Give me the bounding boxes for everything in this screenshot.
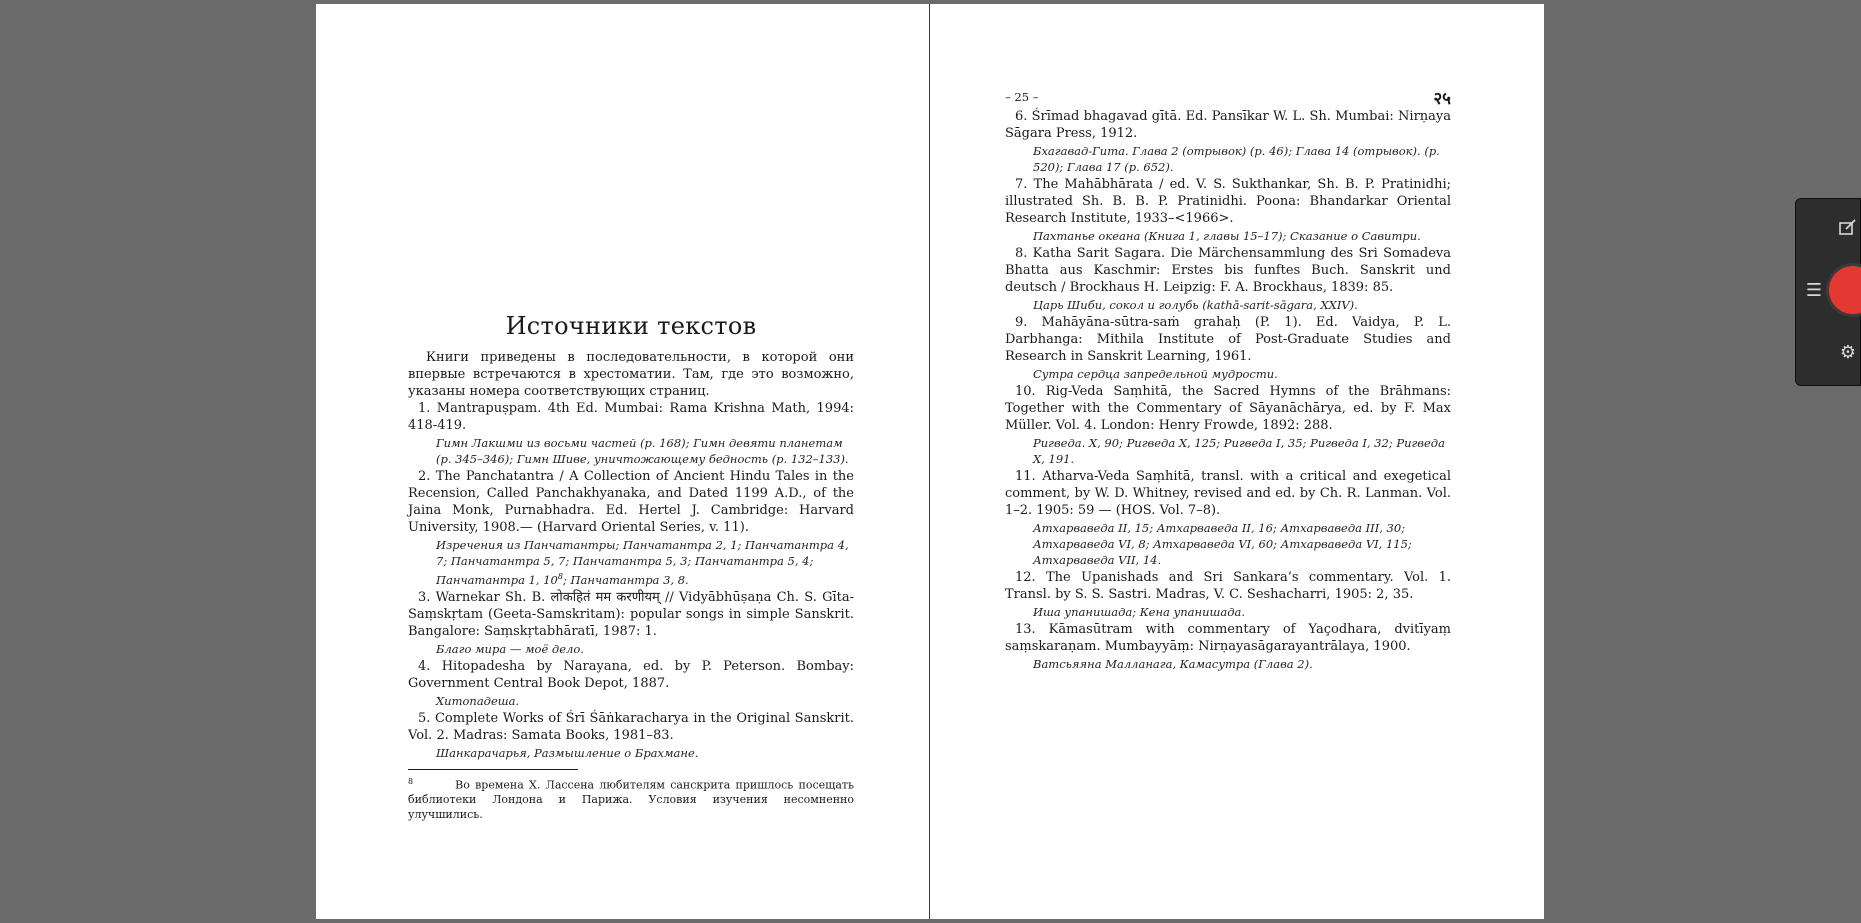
source-entry-5: 5. Complete Works of Śrī Śāṅkaracharya in the Original Sanskrit. Vol. 2. Madras: Samata Books, 1981–83. (408, 710, 854, 743)
source-entry-11: 11. Atharva-Veda Saṃhitā, transl. with a critical and exegetical comment, by W. D. Whitney, revised and ed. by Ch. R. Lanman. Vol. 1–2. 1905: 59 — (HOS. Vol. 7–8). (1005, 469, 1451, 518)
source-note-12: Иша упанишада; Кена упанишада. (1033, 605, 1246, 619)
source-note-9: Сутра сердца запредельной мудрости. (1033, 367, 1278, 381)
intro-paragraph: Книги приведены в последовательности, в которой они впервые встречаются в хрестоматии. Там, где это возможно, указаны номера соответствующих страниц. (408, 350, 854, 399)
source-note-13: Ватсьяяна Малланага, Камасутра (Глава 2). (1033, 657, 1313, 671)
page-number-devanagari: २५ (1433, 89, 1451, 109)
list-icon[interactable]: ☰ (1805, 280, 1823, 301)
left-page-content (408, 312, 854, 822)
floating-toolbar (1795, 198, 1861, 386)
source-note-2-text: Изречения из Панчатантры; Панчатантра 2, 1; Панчатантра 4, 7; Панчатантра 5, 7; Панчатантра 5, 3; Панчатантра 5, 4; Панчатантра 1, 10 (436, 538, 849, 587)
source-entry-1: 1. Mantrapuṣpam. 4th Ed. Mumbai: Rama Krishna Math, 1994: 418-419. (408, 401, 854, 433)
source-note-1: Гимн Лакшми из восьми частей (p. 168); Гимн девяти планетам (p. 345–346); Гимн Шиве, уничтожающему бедность (p. 132–133). (436, 436, 849, 466)
source-entry-2: 2. The Panchatantra / A Collection of Ancient Hindu Tales in the Recension, Called Panchakhyanaka, and Dated 1199 A.D., of the Jaina Monk, Purnabhadra. Ed. Hertel J. Cambridge: Harvard University, 1908.— (Harvard Oriental Series, v. 11). (408, 469, 854, 535)
footnote (408, 774, 854, 823)
left-page (316, 4, 929, 919)
footnote-ref[interactable]: 8 (557, 572, 563, 581)
running-head (1005, 86, 1451, 108)
source-entry-3: 3. Warnekar Sh. B. लोकहितं मम करणीयम् // Vidyābhūṣaṇa Ch. S. Gīta-Saṃskṛtam (Geeta-Samskritam): popular songs in simple Sanskrit. Bangalore: Saṃskṛtabhāratī, 1987: 1. (408, 589, 854, 639)
edit-icon[interactable] (1834, 217, 1861, 245)
footnote-divider (408, 769, 578, 770)
source-entry-6: 6. Śrīmad bhagavad gītā. Ed. Pansīkar W. L. Sh. Mumbai: Nirṇaya Sāgara Press, 1912. (1005, 109, 1451, 141)
source-entry-9: 9. Mahāyāna-sūtra-saṁ grahaḥ (P. 1). Ed. Vaidya, P. L. Darbhanga: Mithila Institute of Post-Graduate Studies and Research in Sanskrit Learning, 1961. (1005, 315, 1451, 364)
edit-icon-svg (1838, 217, 1858, 237)
source-note-7: Пахтанье океана (Книга 1, главы 15–17); Сказание о Савитри. (1033, 229, 1421, 243)
source-note-4: Хитопадеша. (436, 693, 520, 708)
footnote-text: Во времена Х. Лассена любителям санскрита пришлось посещать библиотеки Лондона и Парижа. Условия изучения несомненно улучшились. (408, 778, 854, 822)
record-icon[interactable] (1826, 263, 1861, 317)
source-note-11: Атхарваведа II, 15; Атхарваведа II, 16; Атхарваведа III, 30; Атхарваведа VI, 8; Атхарваведа VI, 60; Атхарваведа VI, 115; Атхарваведа VII, 14. (1033, 521, 1412, 567)
source-entry-13: 13. Kāmasūtram with commentary of Yaçodhara, dvitīyaṃ saṃskaraṇam. Mumbayyāṃ: Nirṇayasāgarayantrālaya, 1900. (1005, 622, 1451, 654)
source-note-5: Шанкарачарья, Размышление о Брахмане. (436, 745, 699, 760)
source-entry-10: 10. Rig-Veda Saṃhitā, the Sacred Hymns of the Brāhmans: Together with the Commentary of Sāyanāchārya, ed. by F. Max Müller. Vol. 4. London: Henry Frowde, 1892: 288. (1005, 384, 1451, 433)
source-note-2 (408, 537, 854, 588)
source-entry-7: 7. The Mahābhārata / ed. V. S. Sukthankar, Sh. B. P. Pratinidhi; illustrated Sh. B. B. P. Pratinidhi. Poona: Bhandarkar Oriental Research Institute, 1933–<1966>. (1005, 177, 1451, 226)
source-note-8: Царь Шибu, сокол и голубь (kathā-sarit-sāgara, XXIV). (1033, 298, 1358, 312)
source-entry-12: 12. The Upanishads and Sri Sankara’s commentary. Vol. 1. Transl. by S. S. Sastri. Madras, V. C. Seshacharri, 1905: 2, 35. (1005, 570, 1451, 602)
source-note-10: Ригведа. X, 90; Ригведа X, 125; Ригведа I, 35; Ригведа I, 32; Ригведа X, 191. (1033, 436, 1445, 466)
gear-icon[interactable]: ⚙ (1839, 342, 1857, 363)
source-entry-8: 8. Katha Sarit Sagara. Die Märchensammlung des Sri Somadeva Bhatta aus Kaschmir: Erstes bis funftes Buch. Sanskrit und deutsch / Brockhaus H. Leipzig: F. A. Brockhaus, 1839: 85. (1005, 246, 1451, 295)
page-title: Источники текстов (505, 312, 757, 340)
source-entry-4: 4. Hitopadesha by Narayana, ed. by P. Peterson. Bombay: Government Central Book Depot, 1887. (408, 658, 854, 691)
page-number: – 25 – (1005, 90, 1039, 104)
right-page (930, 4, 1544, 919)
source-note-3: Благо мира — моё дело. (436, 641, 584, 656)
source-note-2-tail: ; Панчатантра 3, 8. (562, 572, 689, 587)
right-page-content (1005, 86, 1451, 673)
footnote-mark: 8 (408, 776, 414, 786)
source-note-6: Бхагавад-Гита. Глава 2 (отрывок) (p. 46); Глава 14 (отрывок). (p. 520); Глава 17 (p. 652). (1033, 144, 1440, 174)
